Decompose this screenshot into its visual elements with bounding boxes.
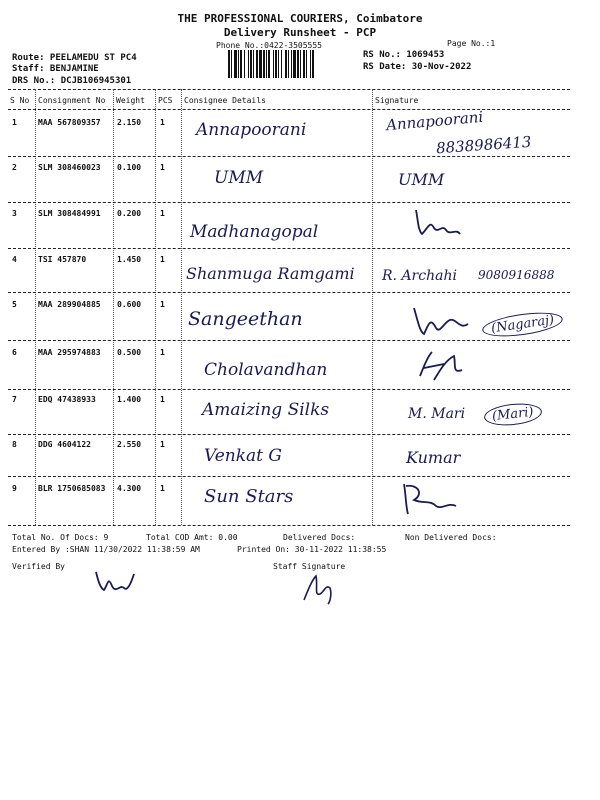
row-divider xyxy=(8,292,570,293)
drs-number: DRS No.: DCJB106945301 xyxy=(12,76,132,86)
row-2-signature-handwriting: UMM xyxy=(398,170,445,189)
company-name: THE PROFESSIONAL COURIERS, Coimbatore xyxy=(177,12,423,25)
row-6-pcs: 1 xyxy=(160,348,165,357)
row-8-weight: 2.550 xyxy=(117,440,142,449)
row-8-sno: 8 xyxy=(12,440,17,449)
row-6-consignee-handwriting: Cholavandhan xyxy=(204,360,328,380)
row-5-pcs: 1 xyxy=(160,300,165,309)
entered-by: Entered By :SHAN 11/30/2022 11:38:59 AM xyxy=(12,545,200,554)
row-divider xyxy=(8,248,570,249)
row-4-phone-handwriting: 9080916888 xyxy=(478,268,555,282)
row-7-signature-handwriting: M. Mari xyxy=(408,406,466,422)
row-1-consignee-handwriting: Annapoorani xyxy=(196,120,307,140)
table-bottom-rule xyxy=(8,525,570,526)
row-7-note-handwriting: (Mari) xyxy=(483,401,542,428)
row-5-weight: 0.600 xyxy=(117,300,142,309)
row-6-consignment: MAA 295974883 xyxy=(38,348,101,357)
row-7-pcs: 1 xyxy=(160,395,165,404)
row-8-signature-handwriting: Kumar xyxy=(406,448,461,467)
route-label: Route: PEELAMEDU ST PC4 xyxy=(12,53,137,63)
row-2-weight: 0.100 xyxy=(117,163,142,172)
table-header-rule xyxy=(8,109,570,110)
row-divider xyxy=(8,389,570,390)
row-4-weight: 1.450 xyxy=(117,255,142,264)
column-divider xyxy=(372,89,373,525)
row-5-sno: 5 xyxy=(12,300,17,309)
row-3-consignee-handwriting: Madhanagopal xyxy=(190,222,319,242)
column-divider xyxy=(181,89,182,525)
col-header-signature: Signature xyxy=(375,96,419,105)
row-3-pcs: 1 xyxy=(160,209,165,218)
col-header-consignee: Consignee Details xyxy=(184,96,266,105)
row-3-signature-scribble xyxy=(412,206,472,240)
row-9-pcs: 1 xyxy=(160,484,165,493)
verified-by-signature xyxy=(92,566,136,596)
col-header-weight: Weight xyxy=(116,96,145,105)
column-divider xyxy=(35,89,36,525)
row-4-sno: 4 xyxy=(12,255,17,264)
row-divider xyxy=(8,476,570,477)
printed-on: Printed On: 30-11-2022 11:38:55 xyxy=(237,545,387,554)
row-9-weight: 4.300 xyxy=(117,484,142,493)
row-divider xyxy=(8,202,570,203)
row-1-signature-handwriting: Annapoorani xyxy=(385,107,484,135)
column-divider xyxy=(113,89,114,525)
row-divider xyxy=(8,156,570,157)
row-4-signature-handwriting: R. Archahi xyxy=(382,268,457,284)
col-header-sno: S No xyxy=(10,96,30,105)
row-7-consignee-handwriting: Amaizing Silks xyxy=(202,400,330,420)
table-top-rule xyxy=(8,89,570,90)
row-3-consignment: SLM 308484991 xyxy=(38,209,101,218)
row-7-weight: 1.400 xyxy=(117,395,142,404)
row-1-pcs: 1 xyxy=(160,118,165,127)
row-7-consignment: EDQ 47438933 xyxy=(38,395,96,404)
non-delivered-docs: Non Delivered Docs: xyxy=(405,533,497,542)
total-docs: Total No. Of Docs: 9 xyxy=(12,533,109,542)
col-header-pcs: PCS xyxy=(158,96,173,105)
staff-signature xyxy=(300,572,336,606)
column-divider xyxy=(155,89,156,525)
row-8-consignment: DDG 4604122 xyxy=(38,440,91,449)
row-8-pcs: 1 xyxy=(160,440,165,449)
page-number: Page No.:1 xyxy=(447,39,496,48)
row-9-sno: 9 xyxy=(12,484,17,493)
row-2-pcs: 1 xyxy=(160,163,165,172)
phone-number: Phone No.:0422-3505555 xyxy=(216,41,322,50)
rs-date: RS Date: 30-Nov-2022 xyxy=(363,62,472,72)
row-5-consignment: MAA 289904885 xyxy=(38,300,101,309)
row-2-consignee-handwriting: UMM xyxy=(214,168,264,188)
barcode xyxy=(228,50,356,78)
row-6-weight: 0.500 xyxy=(117,348,142,357)
row-1-phone-handwriting: 8838986413 xyxy=(435,132,532,158)
row-3-weight: 0.200 xyxy=(117,209,142,218)
row-1-sno: 1 xyxy=(12,118,17,127)
staff-label: Staff: BENJAMINE xyxy=(12,64,99,74)
row-divider xyxy=(8,340,570,341)
row-9-consignment: BLR 1750685083 xyxy=(38,484,106,493)
row-7-sno: 7 xyxy=(12,395,17,404)
row-9-signature-scribble xyxy=(398,480,462,518)
total-cod-amount: Total COD Amt: 0.00 xyxy=(146,533,238,542)
row-5-signature-scribble xyxy=(410,302,490,338)
row-5-note-handwriting: (Nagaraj) xyxy=(481,308,564,340)
row-4-consignee-handwriting: Shanmuga Ramgami xyxy=(186,264,355,283)
row-8-consignee-handwriting: Venkat G xyxy=(204,446,282,466)
row-2-sno: 2 xyxy=(12,163,17,172)
staff-signature-label: Staff Signature xyxy=(273,562,346,571)
row-6-signature-scribble xyxy=(414,346,474,384)
row-5-consignee-handwriting: Sangeethan xyxy=(188,308,303,330)
sheet-title: Delivery Runsheet - PCP xyxy=(223,26,377,39)
row-6-sno: 6 xyxy=(12,348,17,357)
col-header-consignment: Consignment No xyxy=(38,96,106,105)
rs-number: RS No.: 1069453 xyxy=(363,50,445,60)
row-2-consignment: SLM 308460023 xyxy=(38,163,101,172)
row-3-sno: 3 xyxy=(12,209,17,218)
row-1-consignment: MAA 567809357 xyxy=(38,118,101,127)
row-1-weight: 2.150 xyxy=(117,118,142,127)
row-4-pcs: 1 xyxy=(160,255,165,264)
row-9-consignee-handwriting: Sun Stars xyxy=(204,486,294,507)
row-4-consignment: TSI 457870 xyxy=(38,255,87,264)
row-divider xyxy=(8,434,570,435)
verified-by-label: Verified By xyxy=(12,562,65,571)
delivered-docs: Delivered Docs: xyxy=(283,533,356,542)
